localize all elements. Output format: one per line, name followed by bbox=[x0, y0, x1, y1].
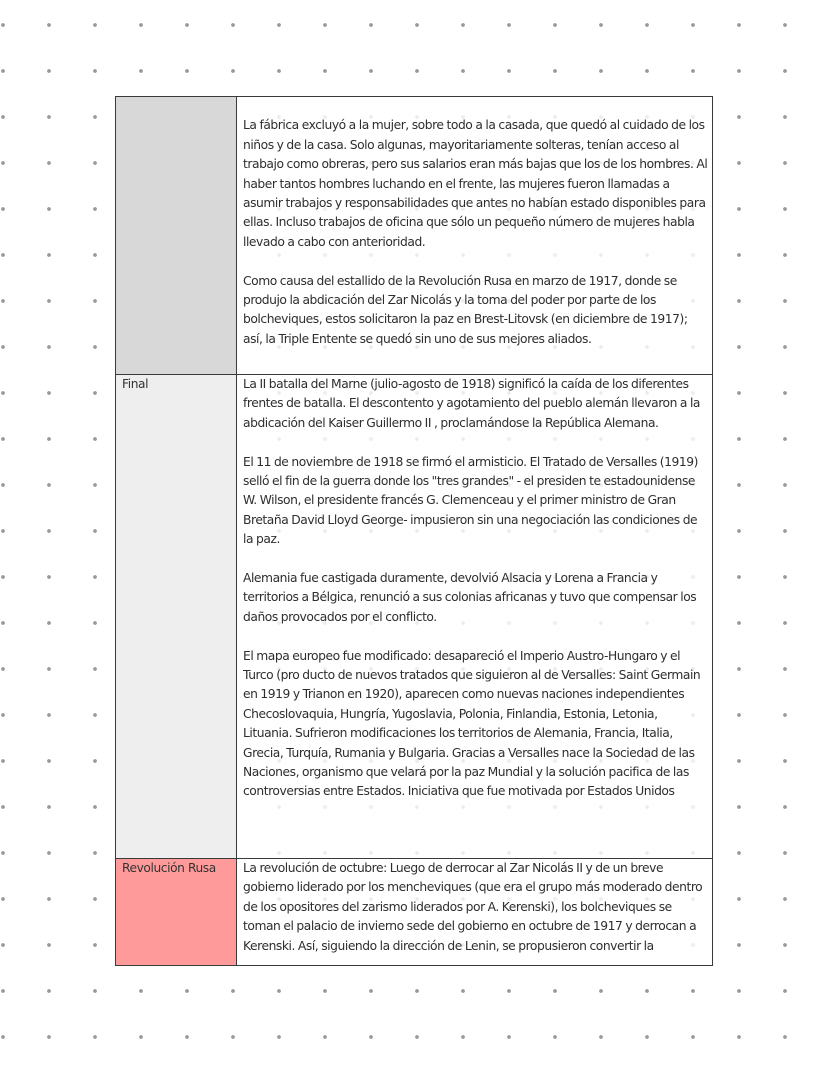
table-row-women-and-russia bbox=[116, 97, 713, 375]
row-content-cell bbox=[237, 859, 713, 966]
paragraph-october-revolution: La revolución de octubre: Luego de derrocar al Zar Nicolás II y de un breve gobierno liderado por los mencheviques (que era el grupo más moderado dentro de los opositores del zarismo liderados por A. Kerenski), los bolcheviques se toman el palacio de invierno sede del gobierno en octubre de 1917 y derrocan a Kerenski. Así, siguiendo la dirección de Lenin, se propusieron convertir la bbox=[243, 861, 703, 953]
table-row-final bbox=[116, 375, 713, 859]
row-label-russian-revolution: Revolución Rusa bbox=[116, 859, 237, 966]
history-table bbox=[115, 96, 713, 966]
paragraph-european-map: El mapa europeo fue modificado: desapareció el Imperio Austro-Hungaro y el Turco (pro ducto de nuevos tratados que siguieron al de Versalles: Saint Germain en 1919 y Trianon en 1920), aparecen como nuevas naciones independientes Checoslovaquia, Hungría, Yugoslavia, Polonia, Finlandia, Estonia, Letonia, Lituania. Sufrieron modificaciones los territorios de Alemania, Francia, Italia, Grecia, Turquía, Rumania y Bulgaria. Gracias a Versalles nace la Sociedad de las Naciones, organismo que velará por la paz Mundial y la solución pacifica de las controversias entre Estados. Iniciativa que fue motivada por Estados Unidos bbox=[243, 648, 701, 799]
row-label-final: Final bbox=[116, 375, 237, 859]
spacer bbox=[243, 97, 708, 116]
row-label-cell bbox=[116, 97, 237, 375]
paragraph-germany-punished: Alemania fue castigada duramente, devolvió Alsacia y Lorena a Francia y territorios a Bélgica, renunció a sus colonias africanas y tuvo que compensar los daños provocados por el conflicto. bbox=[243, 571, 697, 624]
row-content-cell bbox=[237, 97, 713, 375]
paragraph-armistice-versailles: El 11 de noviembre de 1918 se firmó el armisticio. El Tratado de Versalles (1919) selló el fin de la guerra donde los "tres grandes" - el presiden te estadounidense W. Wilson, el presidente francés G. Clemenceau y el primer ministro de Gran Bretaña David Lloyd George- impusieron sin una negociación las condiciones de la paz. bbox=[243, 454, 698, 547]
clipped-content bbox=[243, 859, 708, 965]
row-content-cell bbox=[237, 375, 713, 859]
paragraph-women-work: La fábrica excluyó a la mujer, sobre todo a la casada, que quedó al cuidado de los niños y de la casa. Solo algunas, mayoritariamente solteras, tenían acceso al trabajo como obreras, pero sus salarios eran más bajas que los de los hombres. Al haber tantos hombres luchando en el frente, las mujeres fueron llamadas a asumir trabajos y responsabilidades que antes no habían estado disponibles para ellas. Incluso trabajos de oficina que sólo un pequeño número de mujeres habla llevado a cabo con anterioridad. bbox=[243, 118, 708, 249]
paragraph-marne-battle: La II batalla del Marne (julio-agosto de 1918) significó la caída de los diferentes frentes de batalla. El descontento y agotamiento del pueblo alemán llevaron a la abdicación del Kaiser Guillermo II , proclamándose la República Alemana. bbox=[243, 377, 701, 430]
paragraph-russian-revolution-cause: Como causa del estallido de la Revolución Rusa en marzo de 1917, donde se produjo la abdicación del Zar Nicolás y la toma del poder por parte de los bolcheviques, estos solicitaron la paz en Brest-Litovsk (en diciembre de 1917); así, la Triple Entente se quedó sin uno de sus mejores aliados. bbox=[243, 273, 688, 346]
table-row-russian-revolution bbox=[116, 859, 713, 966]
